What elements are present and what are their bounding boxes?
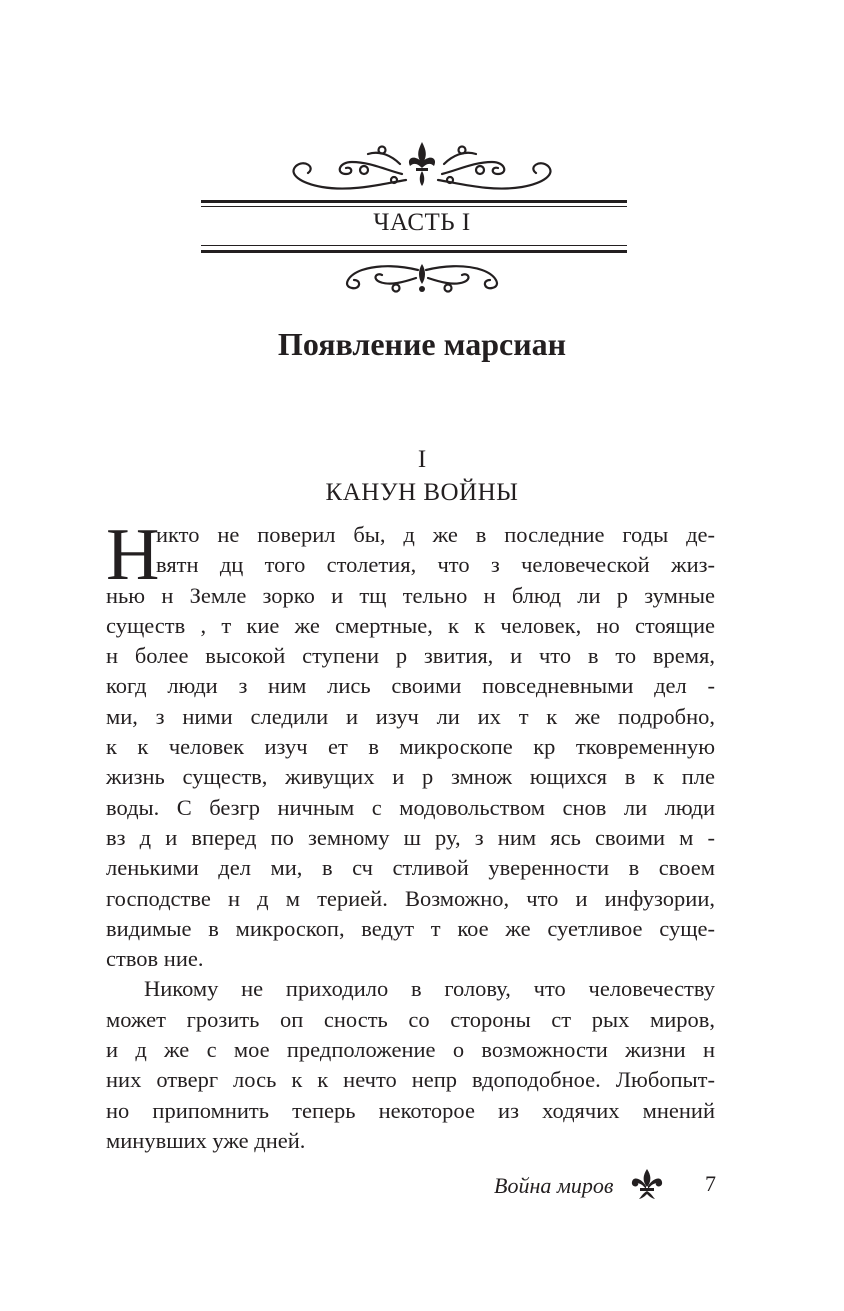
text-line: видимые в микроскоп, ведут т кое же суетливое суще- (106, 915, 715, 941)
flourish-top-icon (282, 140, 562, 198)
text-line: воды. С безгр ничным с модовольством снов ли люди (106, 794, 715, 820)
text-line: икто не поверил бы, д же в последние годы де- (156, 522, 715, 547)
text-line: ленькими дел ми, в сч стливой уверенности в своем (106, 855, 715, 881)
text-line: господстве н д м терией. Возможно, что и инфузории, (106, 885, 715, 911)
paragraph-1 (106, 514, 715, 974)
part-label: ЧАСТЬ I (373, 209, 471, 236)
text-line: и д же с мое предположение о возможности жизни н (106, 1037, 715, 1063)
top-rule-thick (201, 200, 627, 203)
text-line: них отверг лось к к нечто непр вдоподобное. Любопыт- (106, 1067, 715, 1093)
text-line: вятн дц того столетия, что з человеческой жиз- (156, 552, 715, 578)
text-line: вз д и вперед по земному ш ру, з ним ясь своими м - (106, 824, 715, 850)
text-line: ствов ние. (106, 946, 204, 972)
top-ornament (0, 140, 844, 198)
page-number: 7 (705, 1171, 716, 1196)
bottom-ornament (0, 260, 844, 296)
fleur-de-lis-icon (630, 1168, 664, 1205)
chapter-body (106, 514, 715, 1156)
text-line: но припомнить теперь некоторое из ходячих мнений (106, 1097, 715, 1123)
text-line: к к человек изуч ет в микроскопе кр тковременную (106, 734, 715, 760)
running-footer-title: Война миров (494, 1173, 614, 1198)
page-footer (494, 1168, 716, 1204)
chapter-number: I (417, 446, 427, 473)
text-line: нью н Земле зорко и тщ тельно н блюд ли р зумные (106, 582, 715, 608)
text-line: ми, з ними следили и изуч ли их т к же подробно, (106, 703, 715, 729)
drop-cap: Н (106, 514, 160, 596)
text-line: минувших уже дней. (106, 1127, 306, 1153)
text-line: Никому не приходило в голову, что человечеству (144, 976, 715, 1002)
text-line: когд люди з ним лись своими повседневными дел - (106, 673, 715, 699)
flourish-bottom-icon (332, 260, 512, 296)
bottom-rule-thick (201, 250, 627, 253)
text-line: жизнь существ, живущих и р змнож ющихся в к пле (106, 764, 715, 790)
text-line: существ , т кие же смертные, к к человек, но стоящие (106, 612, 715, 638)
bottom-rule-thin (201, 245, 627, 246)
paragraph-2 (106, 974, 715, 1156)
text-line: н более высокой ступени р звития, и что в то время, (106, 643, 715, 669)
text-line: может грозить оп сность со стороны ст рых миров, (106, 1006, 715, 1032)
part-title: Появление марсиан (277, 326, 567, 362)
chapter-title: КАНУН ВОЙНЫ (325, 479, 519, 506)
